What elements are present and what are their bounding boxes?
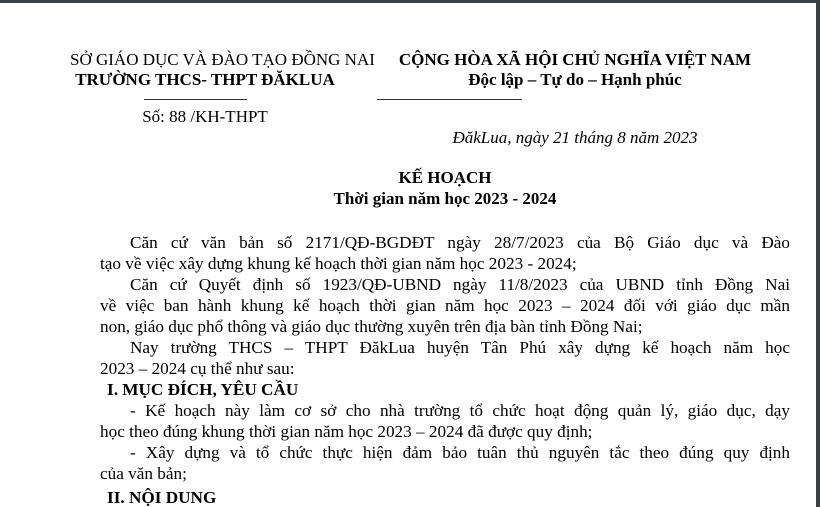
nation-title: CỘNG HÒA XÃ HỘI CHỦ NGHĨA VIỆT NAM (398, 50, 752, 69)
body-line: 2023 – 2024 cụ thể như sau: (100, 359, 295, 378)
body-line: - Kế hoạch này làm cơ sở cho nhà trường tổ chức hoạt động quản lý, giáo dục, dạy (130, 401, 790, 420)
document-subtitle: Thời gian năm học 2023 - 2024 (333, 189, 557, 208)
nation-motto: Độc lập – Tự do – Hạnh phúc (468, 70, 682, 89)
document-title: KẾ HOẠCH (398, 168, 492, 187)
section-heading: I. MỤC ĐÍCH, YÊU CẦU (107, 380, 299, 399)
document-date: ĐăkLua, ngày 21 tháng 8 năm 2023 (452, 128, 698, 147)
document-number: Số: 88 /KH-THPT (142, 107, 268, 126)
body-line: học theo đúng khung thời gian năm học 2023 – 2024 đã được quy định; (100, 422, 593, 441)
body-line: Nay trường THCS – THPT ĐăkLua huyện Tân Phú xây dựng kế hoạch năm học (130, 338, 790, 357)
school-name: TRƯỜNG THCS- THPT ĐĂKLUA (75, 70, 335, 89)
document-page (0, 3, 816, 507)
body-line: - Xây dựng và tổ chức thực hiện đảm bảo tuân thủ nguyên tắc theo đúng quy định (130, 443, 790, 462)
department-name: SỞ GIÁO DỤC VÀ ĐÀO TẠO ĐỒNG NAI (70, 50, 375, 69)
header-divider-left (144, 99, 247, 100)
body-line: Căn cứ văn bản số 2171/QĐ-BGDĐT ngày 28/7/2023 của Bộ Giáo dục và Đào (130, 233, 790, 252)
header-divider-right (377, 99, 522, 100)
section-heading: II. NỘI DUNG (107, 488, 217, 507)
body-line: Căn cứ Quyết định số 1923/QĐ-UBND ngày 11/8/2023 của UBND tỉnh Đồng Nai (130, 275, 790, 294)
body-line: về việc ban hành khung kế hoạch thời gian năm học 2023 – 2024 đối với giáo dục mần (100, 296, 790, 315)
body-line: tạo về việc xây dựng khung kế hoạch thời gian năm học 2023 - 2024; (100, 254, 577, 273)
body-line: của văn bản; (100, 464, 187, 483)
body-line: non, giáo dục phổ thông và giáo dục thường xuyên trên địa bàn tỉnh Đồng Nai; (100, 317, 643, 336)
